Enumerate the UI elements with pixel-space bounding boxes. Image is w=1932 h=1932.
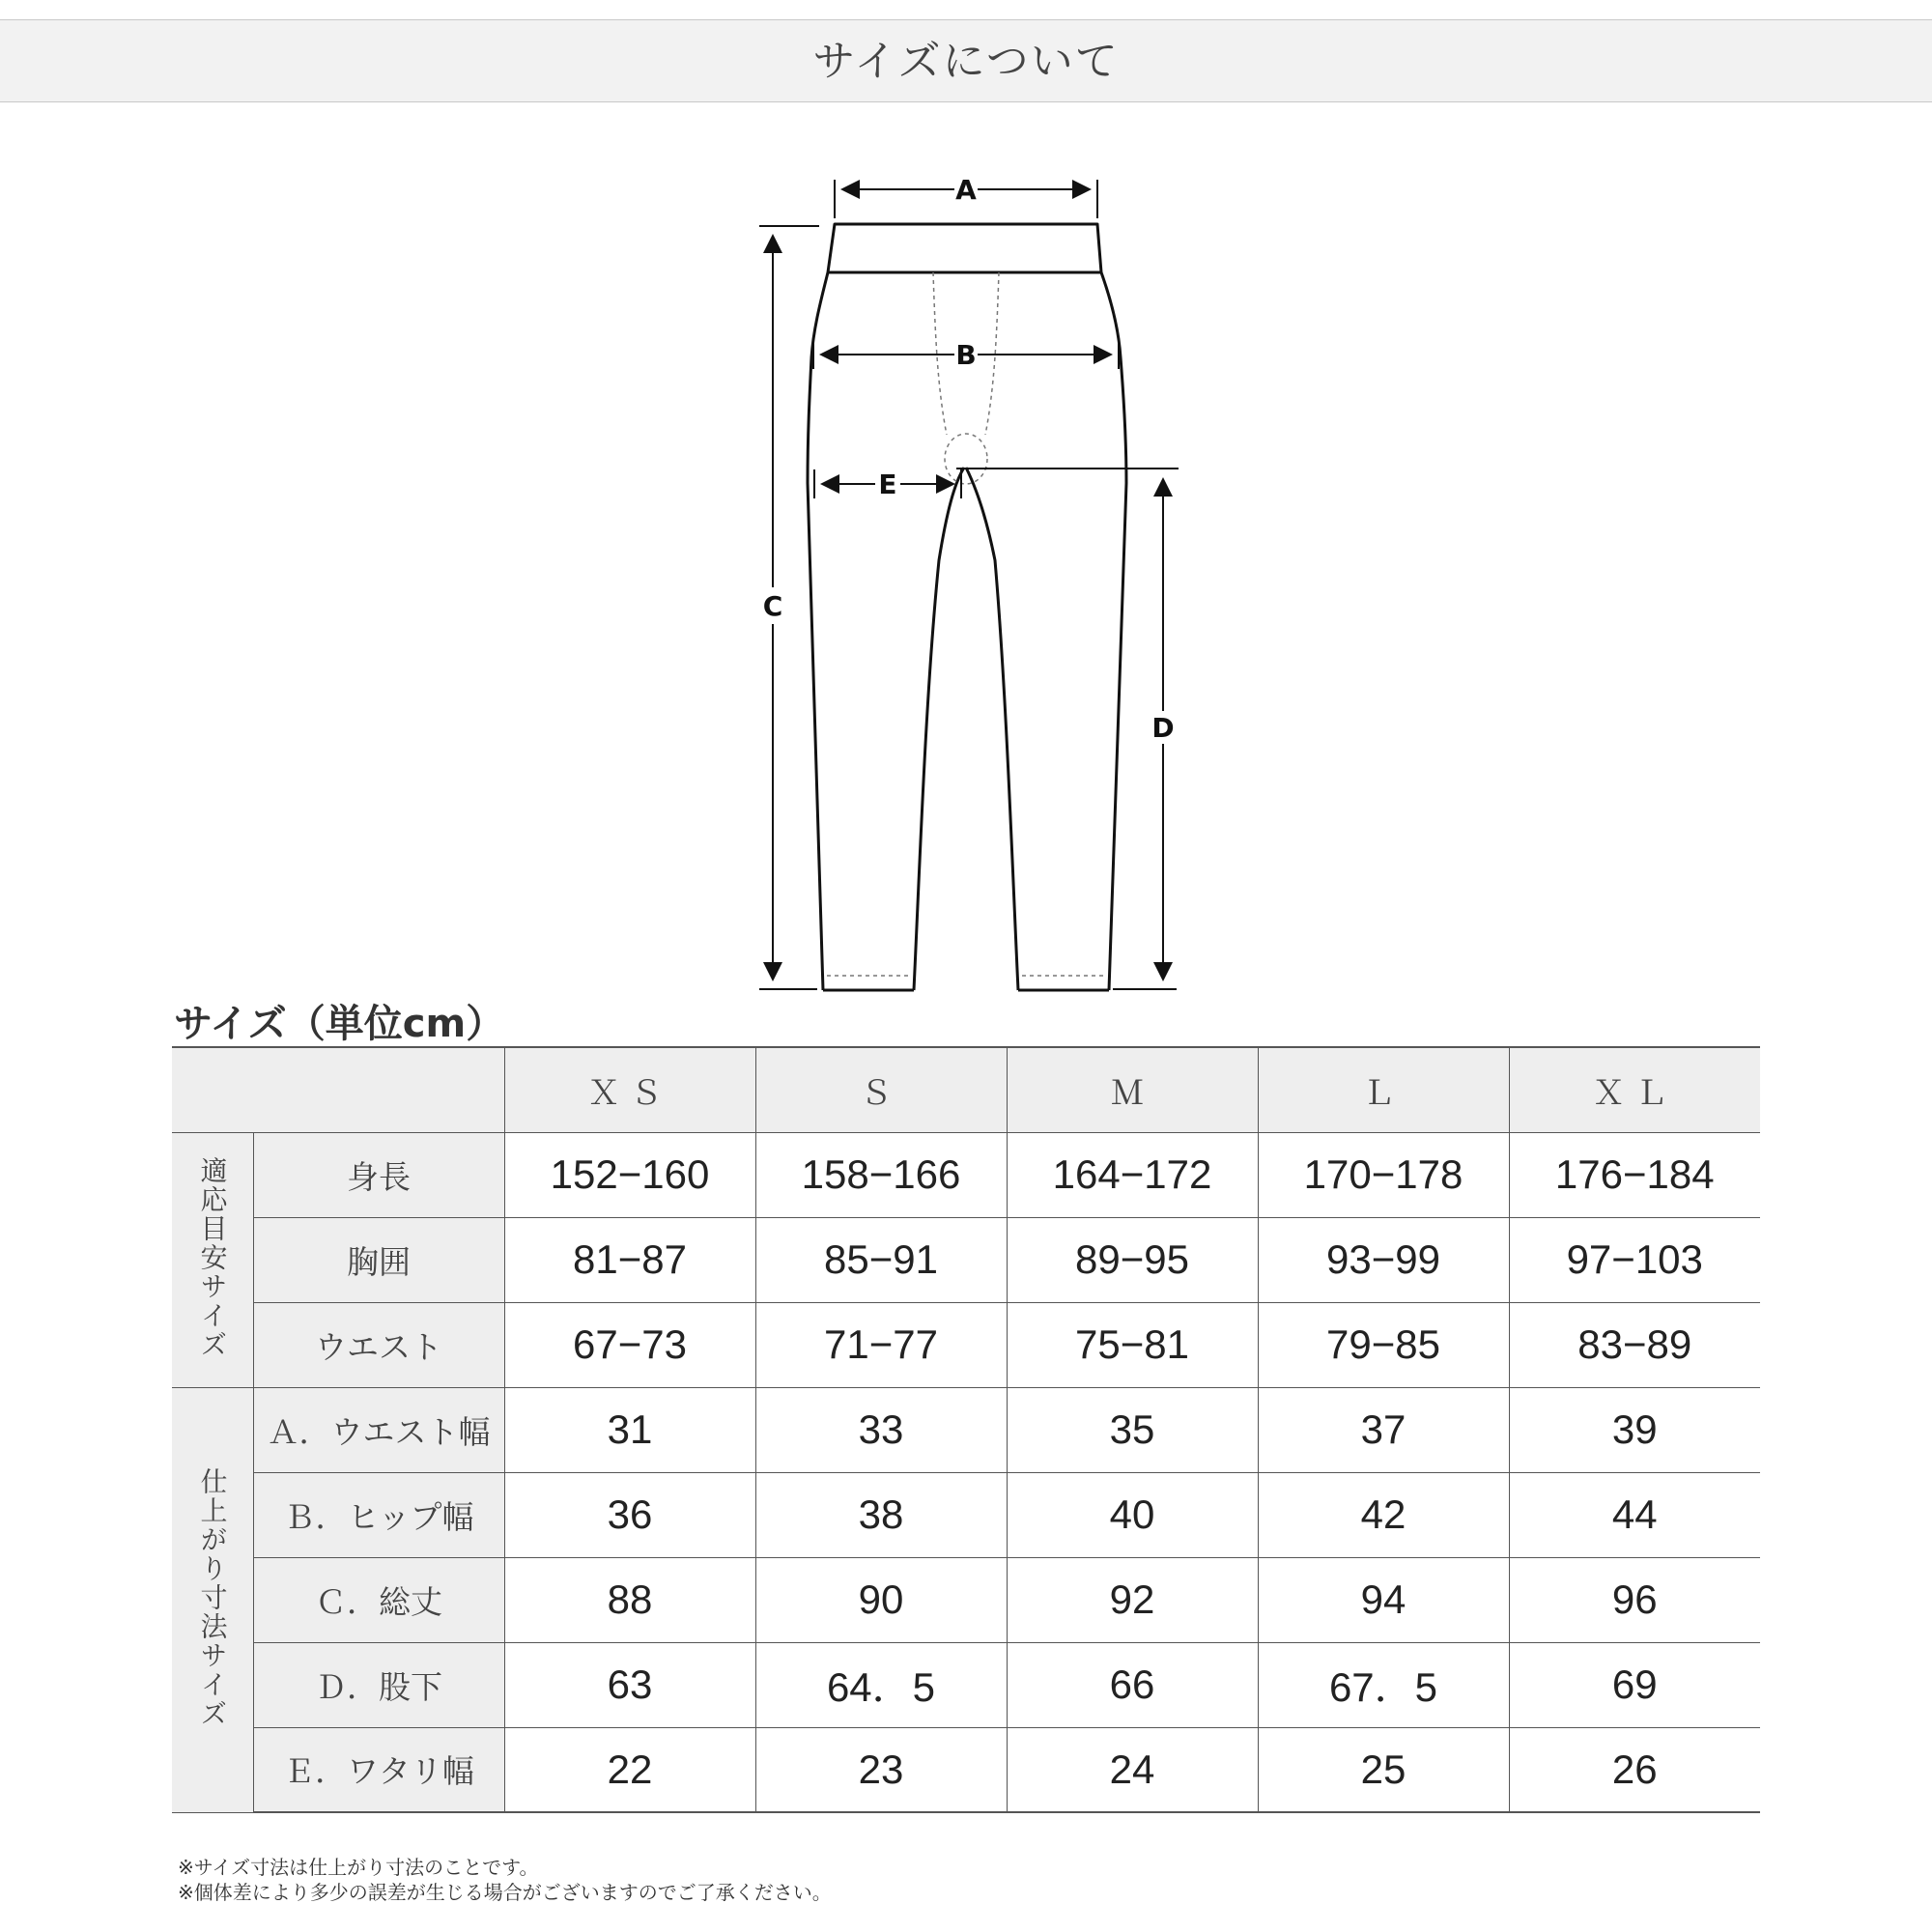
row-label-inseam: Ｄ．股下 xyxy=(253,1642,504,1727)
table-row xyxy=(172,1642,1760,1727)
size-header-l: Ｌ xyxy=(1258,1047,1509,1132)
table-cell: 89−95 xyxy=(1007,1217,1258,1302)
table-cell: 67．5 xyxy=(1258,1642,1509,1727)
table-cell: 96 xyxy=(1509,1557,1760,1642)
table-cell: 44 xyxy=(1509,1472,1760,1557)
table-cell: 170−178 xyxy=(1258,1132,1509,1217)
table-cell: 164−172 xyxy=(1007,1132,1258,1217)
row-label-hip-width: Ｂ．ヒップ幅 xyxy=(253,1472,504,1557)
group-label-finished-dimensions: 仕上がり寸法サイズ xyxy=(196,1467,229,1728)
size-header-xl: ＸＬ xyxy=(1509,1047,1760,1132)
table-cell: 35 xyxy=(1007,1387,1258,1472)
table-cell: 63 xyxy=(504,1642,755,1727)
row-label-height: 身長 xyxy=(253,1132,504,1217)
table-corner-cell xyxy=(172,1047,504,1132)
table-cell: 23 xyxy=(755,1727,1007,1812)
table-cell: 64．5 xyxy=(755,1642,1007,1727)
footnote: ※個体差により多少の誤差が生じる場合がございますのでご了承ください。 xyxy=(178,1881,832,1904)
table-cell: 88 xyxy=(504,1557,755,1642)
table-row xyxy=(172,1472,1760,1557)
table-cell: 176−184 xyxy=(1509,1132,1760,1217)
table-cell: 97−103 xyxy=(1509,1217,1760,1302)
table-cell: 31 xyxy=(504,1387,755,1472)
table-row xyxy=(172,1557,1760,1642)
table-cell: 38 xyxy=(755,1472,1007,1557)
table-cell: 79−85 xyxy=(1258,1302,1509,1387)
row-label-total-length: Ｃ．総丈 xyxy=(253,1557,504,1642)
table-cell: 67−73 xyxy=(504,1302,755,1387)
table-cell: 93−99 xyxy=(1258,1217,1509,1302)
table-cell: 66 xyxy=(1007,1642,1258,1727)
table-caption: サイズ（単位cm） xyxy=(174,1002,505,1046)
group-label-cell xyxy=(172,1132,253,1387)
table-cell: 71−77 xyxy=(755,1302,1007,1387)
label-d: D xyxy=(1151,712,1175,744)
footnotes xyxy=(178,1855,832,1905)
size-header-s: Ｓ xyxy=(755,1047,1007,1132)
table-cell: 42 xyxy=(1258,1472,1509,1557)
table-cell: 22 xyxy=(504,1727,755,1812)
table-cell: 81−87 xyxy=(504,1217,755,1302)
label-e: E xyxy=(878,469,897,500)
label-a: A xyxy=(955,174,977,206)
size-header-xs: ＸＳ xyxy=(504,1047,755,1132)
group-label-fit-guide: 適応目安サイズ xyxy=(196,1156,229,1359)
table-cell: 158−166 xyxy=(755,1132,1007,1217)
size-header-m: Ｍ xyxy=(1007,1047,1258,1132)
table-cell: 152−160 xyxy=(504,1132,755,1217)
table-cell: 39 xyxy=(1509,1387,1760,1472)
row-label-waist-width: Ａ．ウエスト幅 xyxy=(253,1387,504,1472)
table-row xyxy=(172,1387,1760,1472)
table-cell: 90 xyxy=(755,1557,1007,1642)
table-row xyxy=(172,1217,1760,1302)
table-cell: 33 xyxy=(755,1387,1007,1472)
table-cell: 75−81 xyxy=(1007,1302,1258,1387)
table-cell: 40 xyxy=(1007,1472,1258,1557)
row-label-thigh-width: Ｅ．ワタリ幅 xyxy=(253,1727,504,1812)
table-cell: 85−91 xyxy=(755,1217,1007,1302)
table-header-row xyxy=(172,1047,1760,1132)
table-cell: 83−89 xyxy=(1509,1302,1760,1387)
table-row xyxy=(172,1132,1760,1217)
label-c: C xyxy=(762,590,783,622)
table-cell: 37 xyxy=(1258,1387,1509,1472)
table-cell: 24 xyxy=(1007,1727,1258,1812)
size-table xyxy=(172,1046,1760,1813)
page-title: サイズについて xyxy=(812,37,1120,86)
table-cell: 25 xyxy=(1258,1727,1509,1812)
seam-details xyxy=(827,272,1105,976)
measure-d xyxy=(956,469,1179,989)
row-label-waist: ウエスト xyxy=(253,1302,504,1387)
label-b: B xyxy=(955,339,977,371)
table-cell: 36 xyxy=(504,1472,755,1557)
table-cell: 94 xyxy=(1258,1557,1509,1642)
table-cell: 26 xyxy=(1509,1727,1760,1812)
table-row xyxy=(172,1302,1760,1387)
footnote: ※サイズ寸法は仕上がり寸法のことです。 xyxy=(178,1856,539,1879)
table-row xyxy=(172,1727,1760,1812)
table-cell: 92 xyxy=(1007,1557,1258,1642)
table-cell: 69 xyxy=(1509,1642,1760,1727)
row-label-chest: 胸囲 xyxy=(253,1217,504,1302)
group-label-cell xyxy=(172,1387,253,1812)
